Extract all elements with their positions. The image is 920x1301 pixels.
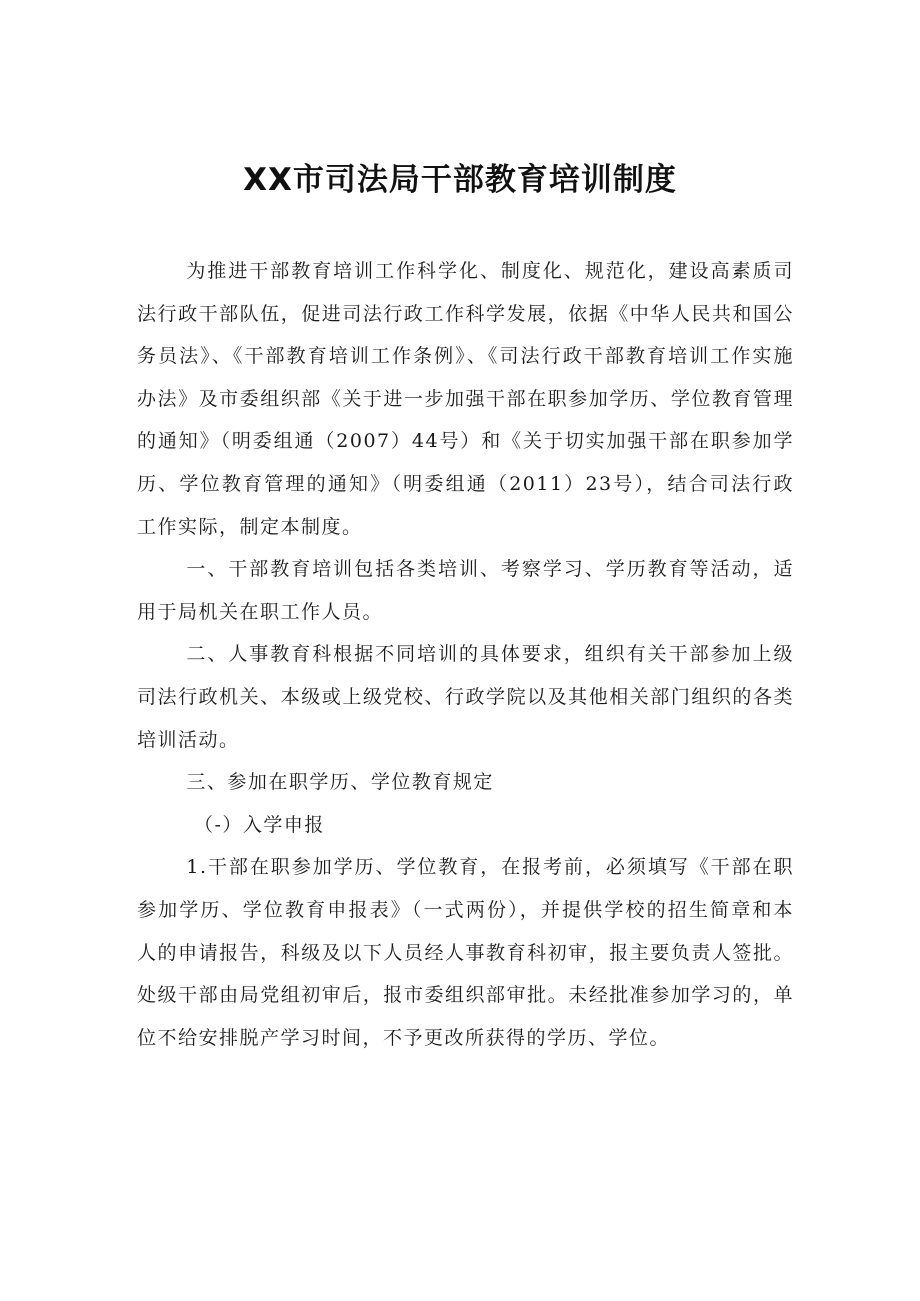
section-1-subheading: （-）入学申报 xyxy=(194,813,325,836)
clause-1-paragraph: 一、干部教育培训包括各类培训、考察学习、学历教育等活动，适用于局机关在职工作人员。 xyxy=(137,558,794,623)
intro-paragraph: 为推进干部教育培训工作科学化、制度化、规范化，建设高素质司法行政干部队伍，促进司法行政工作科学发展，依据《中华人民共和国公务员法》、《干部教育培训工作条例》、《司法行政干部教育培训工作实施办法》及市委组织部《关于进一步加强干部在职参加学历、学位教育管理的通知》（明委组通（2007）44号）和《关于切实加强干部在职参加学历、学位教育管理的通知》（明委组通（2011）23号），结合司法行政工作实际，制定本制度。 xyxy=(137,260,794,538)
document-title: XX市司法局干部教育培训制度 xyxy=(243,162,677,198)
clause-2-paragraph: 二、人事教育科根据不同培训的具体要求，组织有关干部参加上级司法行政机关、本级或上级党校、行政学院以及其他相关部门组织的各类培训活动。 xyxy=(137,643,794,751)
document-body xyxy=(137,250,794,1059)
item-1-paragraph: 1.干部在职参加学历、学位教育，在报考前，必须填写《干部在职参加学历、学位教育申报表》（一式两份），并提供学校的招生简章和本人的申请报告，科级及以下人员经人事教育科初审，报主要负责人签批。处级干部由局党组初审后，报市委组织部审批。未经批准参加学习的，单位不给安排脱产学习时间，不予更改所获得的学历、学位。 xyxy=(137,856,794,1049)
clause-3-heading: 三、参加在职学历、学位教育规定 xyxy=(186,771,494,794)
